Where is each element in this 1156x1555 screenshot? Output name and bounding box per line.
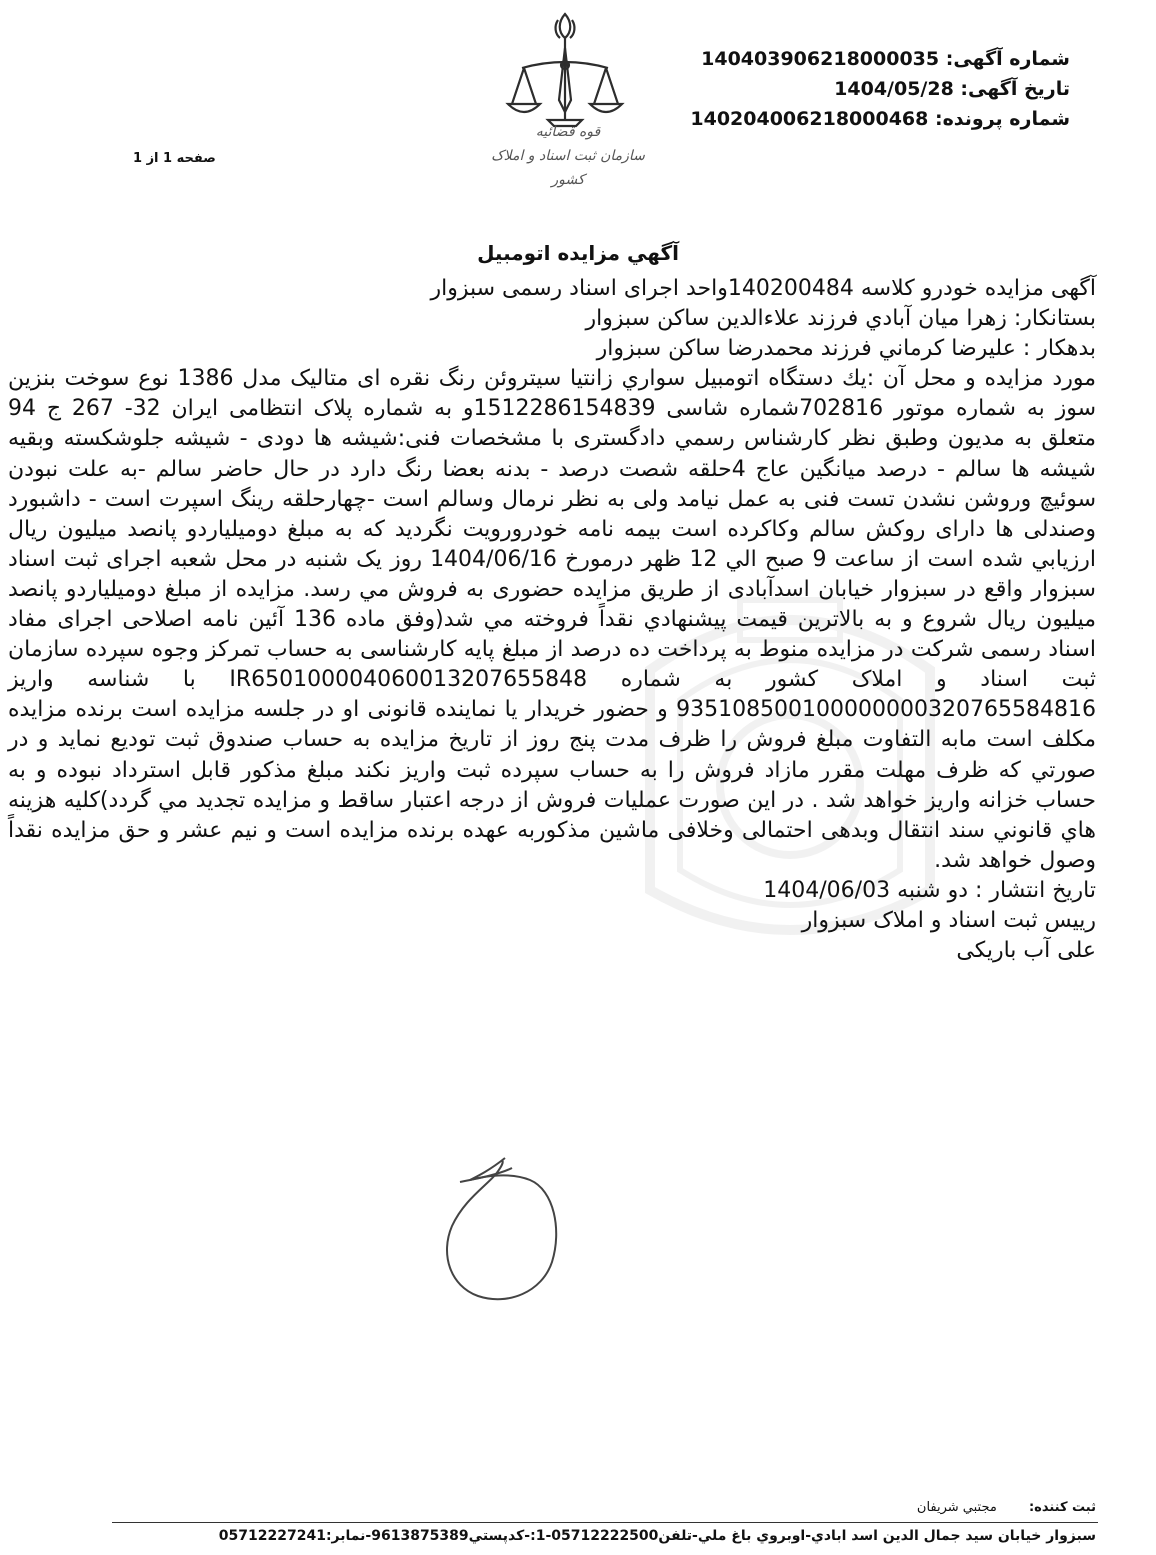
file-number-value: 140204006218000468 xyxy=(690,108,929,130)
registrar-info xyxy=(917,1500,1096,1515)
notice-date-label: تاریخ آگهی: xyxy=(960,78,1070,100)
emblem-caption xyxy=(478,120,658,192)
footer-divider xyxy=(112,1522,1098,1523)
notice-number-row xyxy=(650,44,1070,74)
footer-address: سبزوار خيابان سيد جمال الدين اسد ابادي-اوبروي باغ ملي-تلفن05712222500-1:-کدپستي9613875389-نمابر:05712227241 xyxy=(218,1528,1096,1544)
notice-date-row xyxy=(650,74,1070,104)
handwritten-signature xyxy=(430,1150,580,1310)
file-number-row xyxy=(650,104,1070,134)
publish-date-line: تاريخ انتشار : دو شنبه 1404/06/03 xyxy=(763,877,1096,903)
emblem-caption-line2: سازمان ثبت اسناد و املاک کشور xyxy=(491,148,645,188)
notice-number-label: شماره آگهی: xyxy=(945,48,1070,70)
auction-details-paragraph: مورد مزایده و محل آن :يك دستگاه اتومبيل سواري زانتيا سيتروئن رنگ نقره ای متاليک مدل 1386 نوع سوخت بنزين سوز به شماره موتور 702816شماره شاسی 1512286154839و به شماره پلاک انتظامی ايران 32- 267 ج 94 متعلق به مديون وطبق نظر کارشناس رسمي دادگستری با مشخصات فنی:شيشه ها دودی - شيشه جلوشکسته وبقيه شيشه ها سالم - درصد ميانگين عاج 4حلقه شصت درصد - بدنه بعضا رنگ دارد در حال حاضر سالم -به علت نبودن سوئيچ وروشن نشدن تست فنی به عمل نيامد ولی به نظر نرمال وسالم است -چهارحلقه رينگ اسپرت است - داشبورد وصندلی ها دارای روکش سالم وکاکرده است بيمه نامه خودرورويت نگرديد که به مبلغ دوميلياردو پانصد ميليون ريال ارزيابي شده است از ساعت 9 صبح الي 12 ظهر درمورخ 1404/06/16 روز يک شنبه در محل شعبه اجرای ثبت اسناد سبزوار واقع در سبزوار خيابان اسدآبادی از طريق مزايده حضوری به فروش مي رسد. مزايده از مبلغ دوميلياردو پانصد ميليون ريال شروع و به بالاترين قيمت پيشنهادي نقداً فروخته مي شد(وفق ماده 136 آئين نامه اصلاحی اجرای مفاد اسناد رسمی شرکت در مزايده منوط به پرداخت ده درصد از مبلغ پايه کارشناسی به حساب تمرکز وجوه سپرده سازمان ثبت اسناد و املاک کشور به شماره IR650100004060013207655848 با شناسه واريز 935108500100000000320765584816 و حضور خريدار يا نماينده قانونی او در جلسه مزايده است برنده مزايده مکلف است مابه التفاوت مبلغ فروش را ظرف مدت پنج روز از تاريخ مزايده به حساب صندوق ثبت توديع نمايد و در صورتي که ظرف مهلت مقرر مازاد فروش را به حساب سپرده ثبت واريز نکند مبلغ مذکور قابل استرداد نبوده و به حساب خزانه واريز خواهد شد . در اين صورت عمليات فروش از درجه اعتبار ساقط و مزايده تجديد مي گردد)کليه هزينه هاي قانوني سند انتقال وبدهی احتمالی وخلافی ماشين مذکوربه عهده برنده مزايده است و نيم عشر و حق مزايده نقداً وصول خواهد شد. xyxy=(8,366,1096,873)
file-number-label: شماره پرونده: xyxy=(934,108,1070,130)
auction-case-line: آگهی مزایده خودرو کلاسه 140200484واحد اجرای اسناد رسمی سبزوار xyxy=(430,276,1096,301)
signer-name: علی آب باريکی xyxy=(956,938,1096,964)
page-title: آگهي مزايده اتومبيل xyxy=(477,241,679,265)
registrar-name: مجتبي شريفان xyxy=(916,1500,997,1515)
emblem-caption-line1: قوه قضائیه xyxy=(535,124,601,140)
debtor-line: بدهکار : عليرضا کرماني فرزند محمدرضا ساکن سبزوار xyxy=(596,336,1096,362)
notice-body xyxy=(8,274,1096,966)
signer-title: رييس ثبت اسناد و املاک سبزوار xyxy=(801,907,1096,933)
notice-meta xyxy=(650,44,1070,134)
page-indicator: صفحه 1 از 1 xyxy=(133,151,216,166)
creditor-line: بستانکار: زهرا ميان آبادي فرزند علاءالدين ساکن سبزوار xyxy=(585,306,1096,332)
notice-number-value: 14040390621800003​5 xyxy=(701,48,940,70)
registrar-label: ثبت کننده: xyxy=(1028,1500,1096,1515)
notice-date-value: 1404/05/28 xyxy=(834,78,954,100)
